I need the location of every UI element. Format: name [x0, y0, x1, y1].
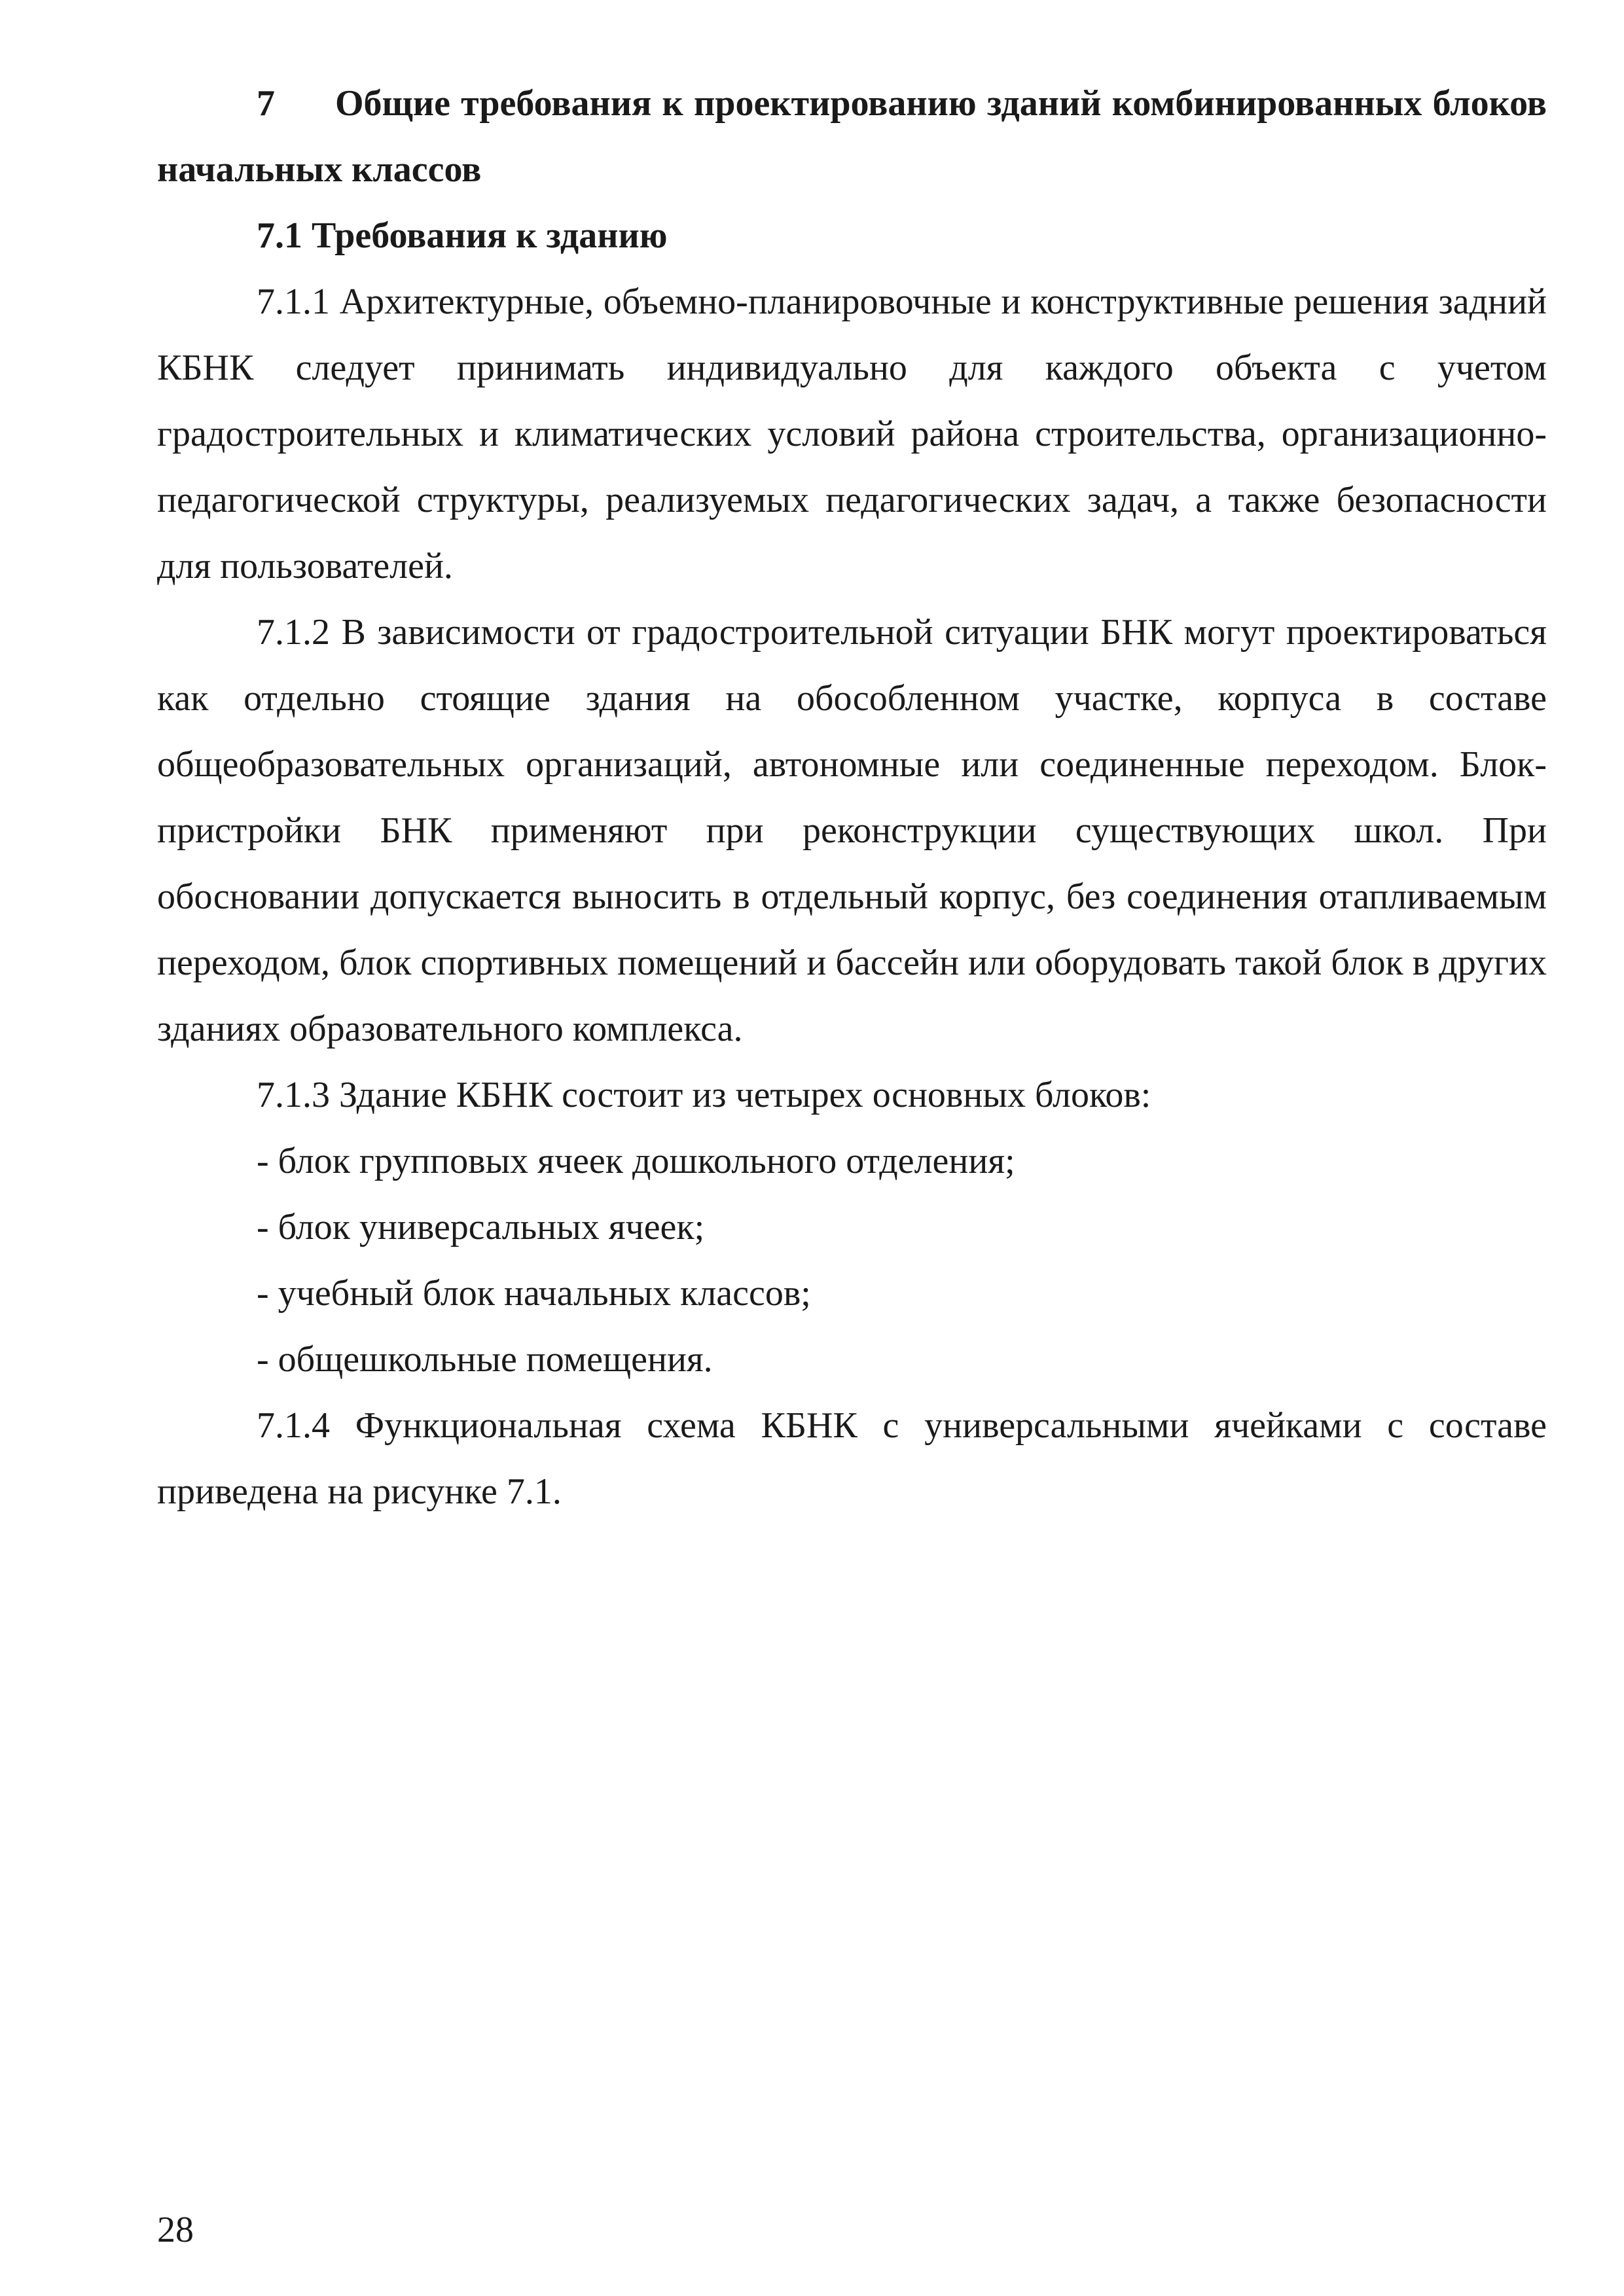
paragraph-7-1-1: 7.1.1 Архитектурные, объемно-планировочные и конструктивные решения задний КБНК следует принимать индивидуально для каждого объекта с учетом градостроительных и климатических условий района строительства, организационно-педагогической структуры, реализуемых педагогических задач, а также безопасности для пользователей. — [157, 281, 1547, 586]
paragraph-7-1-4: 7.1.4 Функциональная схема КБНК с универсальными ячейками с составе приведена на рисунке 7.1. — [157, 1405, 1547, 1512]
page-number: 28 — [157, 2210, 194, 2250]
paragraph-7-1-2: 7.1.2 В зависимости от градостроительной ситуации БНК могут проектироваться как отдельно стоящие здания на обособленном участке, корпуса в составе общеобразовательных организаций, автономные или соединенные переходом. Блок-пристройки БНК применяют при реконструкции существующих школ. При обосновании допускается выносить в отдельный корпус, без соединения отапливаемым переходом, блок спортивных помещений и бассейн или оборудовать такой блок в других зданиях образовательного комплекса. — [157, 612, 1547, 1049]
subsection-heading: 7.1 Требования к зданию — [257, 215, 668, 256]
list-item: - блок универсальных ячеек; — [257, 1207, 705, 1247]
document-page — [157, 71, 1547, 1525]
paragraph-7-1-3: 7.1.3 Здание КБНК состоит из четырех основных блоков: — [257, 1075, 1151, 1115]
list-item: - учебный блок начальных классов; — [257, 1273, 811, 1314]
list-item: - общешкольные помещения. — [257, 1339, 713, 1380]
section-title: Общие требования к проектированию зданий комбинированных блоков начальных классов — [157, 83, 1547, 190]
list-item: - блок групповых ячеек дошкольного отделения; — [257, 1141, 1015, 1181]
section-heading — [157, 71, 1547, 203]
section-number: 7 — [257, 83, 275, 124]
